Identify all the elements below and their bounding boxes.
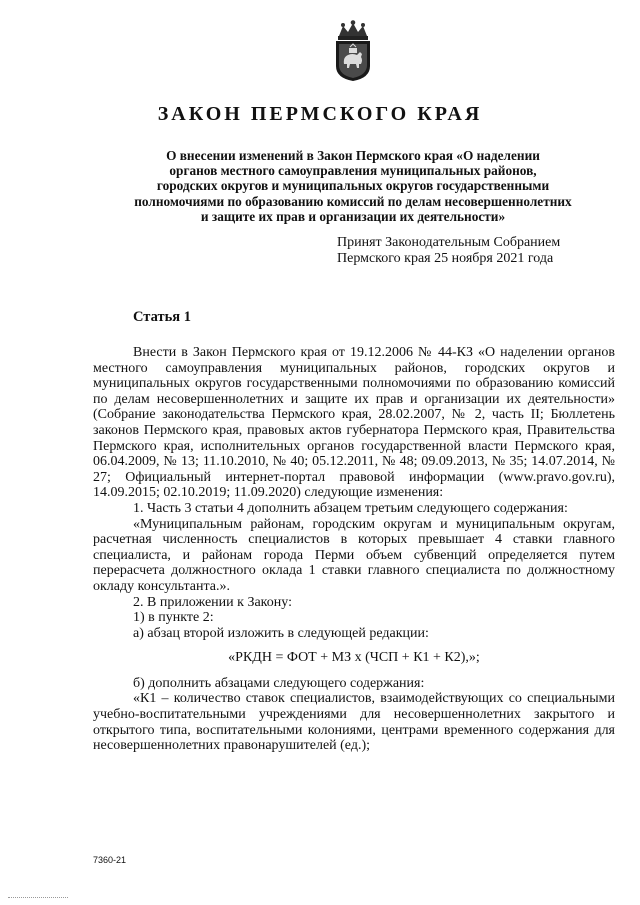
item-2-sub-1: 1) в пункте 2: [133,610,214,626]
subtitle-line: О внесении изменений в Закон Пермского края «О наделении [166,148,540,163]
intro-paragraph: Внести в Закон Пермского края от 19.12.2006 № 44-КЗ «О наделении органов местного самоуправления муниципальных районов, городских округов и муниципальных округов государственными полномочиями по образованию комиссий по делам несовершеннолетних и защите их прав и организации их деятельности» (Собрание законодательства Пермского края, 28.02.2007, № 2, часть II; Бюллетень законов Пермского края, правовых актов губернатора Пермского края, Правительства Пермского края, исполнительных органов государственной власти Пермского края, 06.04.2009, № 13; 11.10.2010, № 40; 05.12.2011, № 48; 09.09.2013, № 35; 14.07.2014, № 27; Официальный интернет-портал правовой информации (www.pravo.gov.ru), 14.09.2015; 02.10.2019; 11.09.2020) следующие изменения: [93,345,615,501]
perm-krai-coat-of-arms-icon [331,20,375,82]
article-heading: Статья 1 [133,309,191,325]
subtitle-line: городских округов и муниципальных округов государственными [156,178,550,194]
subtitle-line: органов местного самоуправления муниципальных районов, [169,163,537,179]
document-code: 7360-21 [93,855,127,865]
law-subtitle [118,148,588,224]
scan-edge-mark [8,897,68,898]
adoption-note [337,235,560,266]
adoption-line: Пермского края 25 ноября 2021 года [337,250,554,266]
adoption-line: Принят Законодательным Собранием [337,235,561,250]
subtitle-line: и защите их прав и организации их деятельности» [200,208,506,224]
item-2-a: а) абзац второй изложить в следующей редакции: [133,625,429,641]
item-1-text: «Муниципальным районам, городским округам и муниципальным округам, расчетная численность специалистов в которых превышает 4 ставки главного специалиста, и районам города Перми объем субвенций определяется путем перерасчета должностного оклада 1 ставки главного специалиста по должностному окладу консультанта.». [93,516,615,594]
k1-definition: «К1 – количество ставок специалистов, взаимодействующих со специальными учебно-воспитательными учреждениями для несовершеннолетних закрытого и открытого типа, воспитательными колониями, центрами временного содержания для несовершеннолетних правонарушителей (ед.); [93,691,615,754]
formula: «РКДН = ФОТ + МЗ х (ЧСП + К1 + К2),»; [228,650,480,666]
article-body [93,345,615,754]
item-2: 2. В приложении к Закону: [133,594,292,610]
item-1: 1. Часть 3 статьи 4 дополнить абзацем третьим следующего содержания: [133,500,568,516]
law-title: ЗАКОН ПЕРМСКОГО КРАЯ [157,103,483,125]
subtitle-line: полномочиями по образованию комиссий по делам несовершеннолетних [134,193,572,209]
item-2-b: б) дополнить абзацами следующего содержания: [133,675,425,691]
